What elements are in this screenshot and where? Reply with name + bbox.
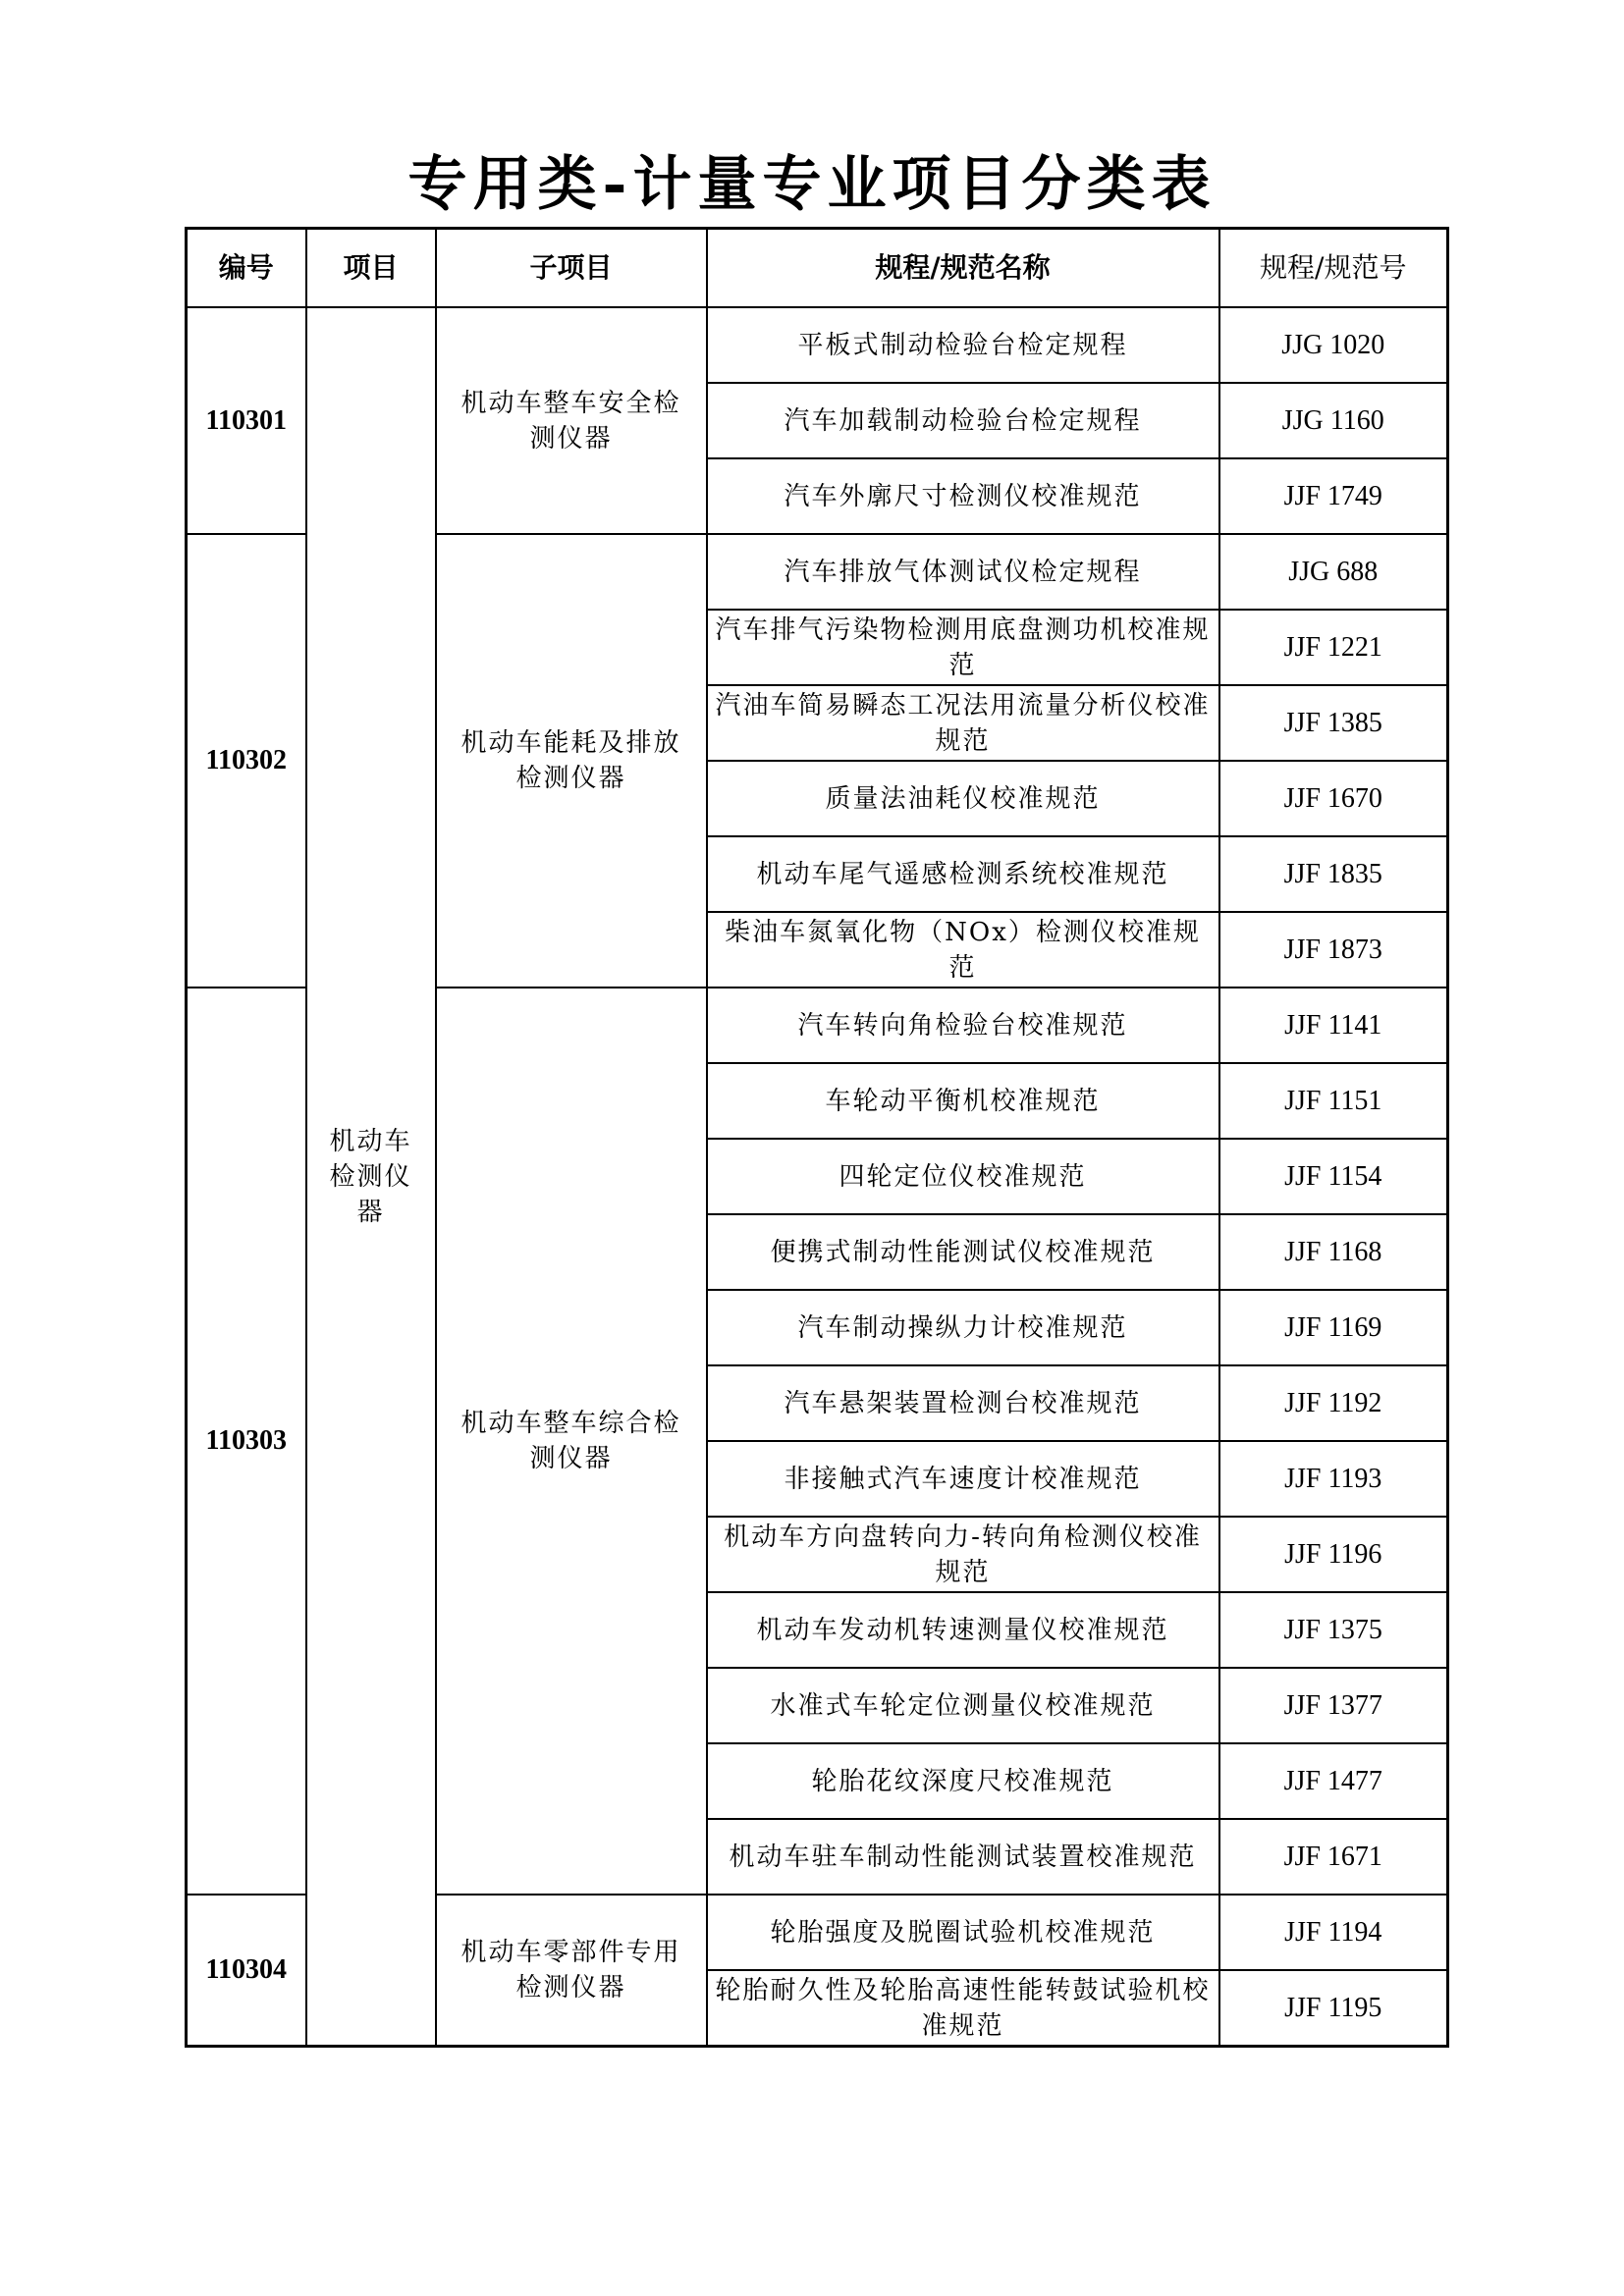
spec-name: 汽车悬架装置检测台校准规范 [707, 1365, 1219, 1441]
spec-number: JJG 1020 [1219, 307, 1448, 383]
spec-number: JJF 1168 [1219, 1214, 1448, 1290]
spec-name: 汽车排放气体测试仪检定规程 [707, 534, 1219, 610]
spec-number: JJF 1670 [1219, 761, 1448, 836]
group-code: 110303 [187, 988, 306, 1895]
group-code: 110302 [187, 534, 306, 988]
sub-project-name: 机动车零部件专用检测仪器 [436, 1895, 707, 2047]
header-spec-number: 规程/规范号 [1219, 229, 1448, 308]
spec-number: JJG 1160 [1219, 383, 1448, 458]
spec-name: 汽车外廓尺寸检测仪校准规范 [707, 458, 1219, 534]
spec-name: 车轮动平衡机校准规范 [707, 1063, 1219, 1139]
spec-name: 汽油车简易瞬态工况法用流量分析仪校准规范 [707, 685, 1219, 761]
spec-number: JJF 1385 [1219, 685, 1448, 761]
table-row [187, 307, 1448, 383]
spec-name: 轮胎耐久性及轮胎高速性能转鼓试验机校准规范 [707, 1970, 1219, 2047]
spec-name: 汽车加载制动检验台检定规程 [707, 383, 1219, 458]
header-spec-name: 规程/规范名称 [707, 229, 1219, 308]
spec-name: 汽车转向角检验台校准规范 [707, 988, 1219, 1063]
spec-name: 水准式车轮定位测量仪校准规范 [707, 1668, 1219, 1743]
header-project: 项目 [306, 229, 436, 308]
spec-name: 非接触式汽车速度计校准规范 [707, 1441, 1219, 1517]
spec-number: JJF 1195 [1219, 1970, 1448, 2047]
spec-name: 四轮定位仪校准规范 [707, 1139, 1219, 1214]
spec-number: JJF 1192 [1219, 1365, 1448, 1441]
page-title: 专用类-计量专业项目分类表 [407, 150, 1217, 219]
spec-number: JJF 1154 [1219, 1139, 1448, 1214]
spec-number: JJF 1169 [1219, 1290, 1448, 1365]
sub-project-name: 机动车整车安全检测仪器 [436, 307, 707, 534]
spec-name: 机动车驻车制动性能测试装置校准规范 [707, 1819, 1219, 1895]
spec-number: JJF 1375 [1219, 1592, 1448, 1668]
spec-number: JJF 1194 [1219, 1895, 1448, 1970]
spec-name: 机动车尾气遥感检测系统校准规范 [707, 836, 1219, 912]
sub-project-name: 机动车能耗及排放检测仪器 [436, 534, 707, 988]
spec-number: JJG 688 [1219, 534, 1448, 610]
group-code: 110304 [187, 1895, 306, 2047]
spec-number: JJF 1221 [1219, 610, 1448, 685]
spec-number: JJF 1835 [1219, 836, 1448, 912]
spec-number: JJF 1671 [1219, 1819, 1448, 1895]
header-sub-project: 子项目 [436, 229, 707, 308]
spec-name: 机动车发动机转速测量仪校准规范 [707, 1592, 1219, 1668]
spec-number: JJF 1196 [1219, 1517, 1448, 1592]
spec-number: JJF 1377 [1219, 1668, 1448, 1743]
spec-name: 机动车方向盘转向力-转向角检测仪校准规范 [707, 1517, 1219, 1592]
spec-number: JJF 1141 [1219, 988, 1448, 1063]
spec-name: 轮胎花纹深度尺校准规范 [707, 1743, 1219, 1819]
spec-name: 柴油车氮氧化物（NOx）检测仪校准规范 [707, 912, 1219, 988]
spec-name: 轮胎强度及脱圈试验机校准规范 [707, 1895, 1219, 1970]
spec-number: JJF 1873 [1219, 912, 1448, 988]
spec-number: JJF 1151 [1219, 1063, 1448, 1139]
project-name: 机动车检测仪器 [306, 307, 436, 2047]
group-code: 110301 [187, 307, 306, 534]
classification-table [185, 227, 1449, 2048]
header-code: 编号 [187, 229, 306, 308]
header-row [187, 229, 1448, 308]
spec-name: 汽车制动操纵力计校准规范 [707, 1290, 1219, 1365]
spec-number: JJF 1193 [1219, 1441, 1448, 1517]
spec-number: JJF 1477 [1219, 1743, 1448, 1819]
spec-name: 汽车排气污染物检测用底盘测功机校准规范 [707, 610, 1219, 685]
spec-number: JJF 1749 [1219, 458, 1448, 534]
spec-name: 便携式制动性能测试仪校准规范 [707, 1214, 1219, 1290]
spec-name: 平板式制动检验台检定规程 [707, 307, 1219, 383]
sub-project-name: 机动车整车综合检测仪器 [436, 988, 707, 1895]
spec-name: 质量法油耗仪校准规范 [707, 761, 1219, 836]
